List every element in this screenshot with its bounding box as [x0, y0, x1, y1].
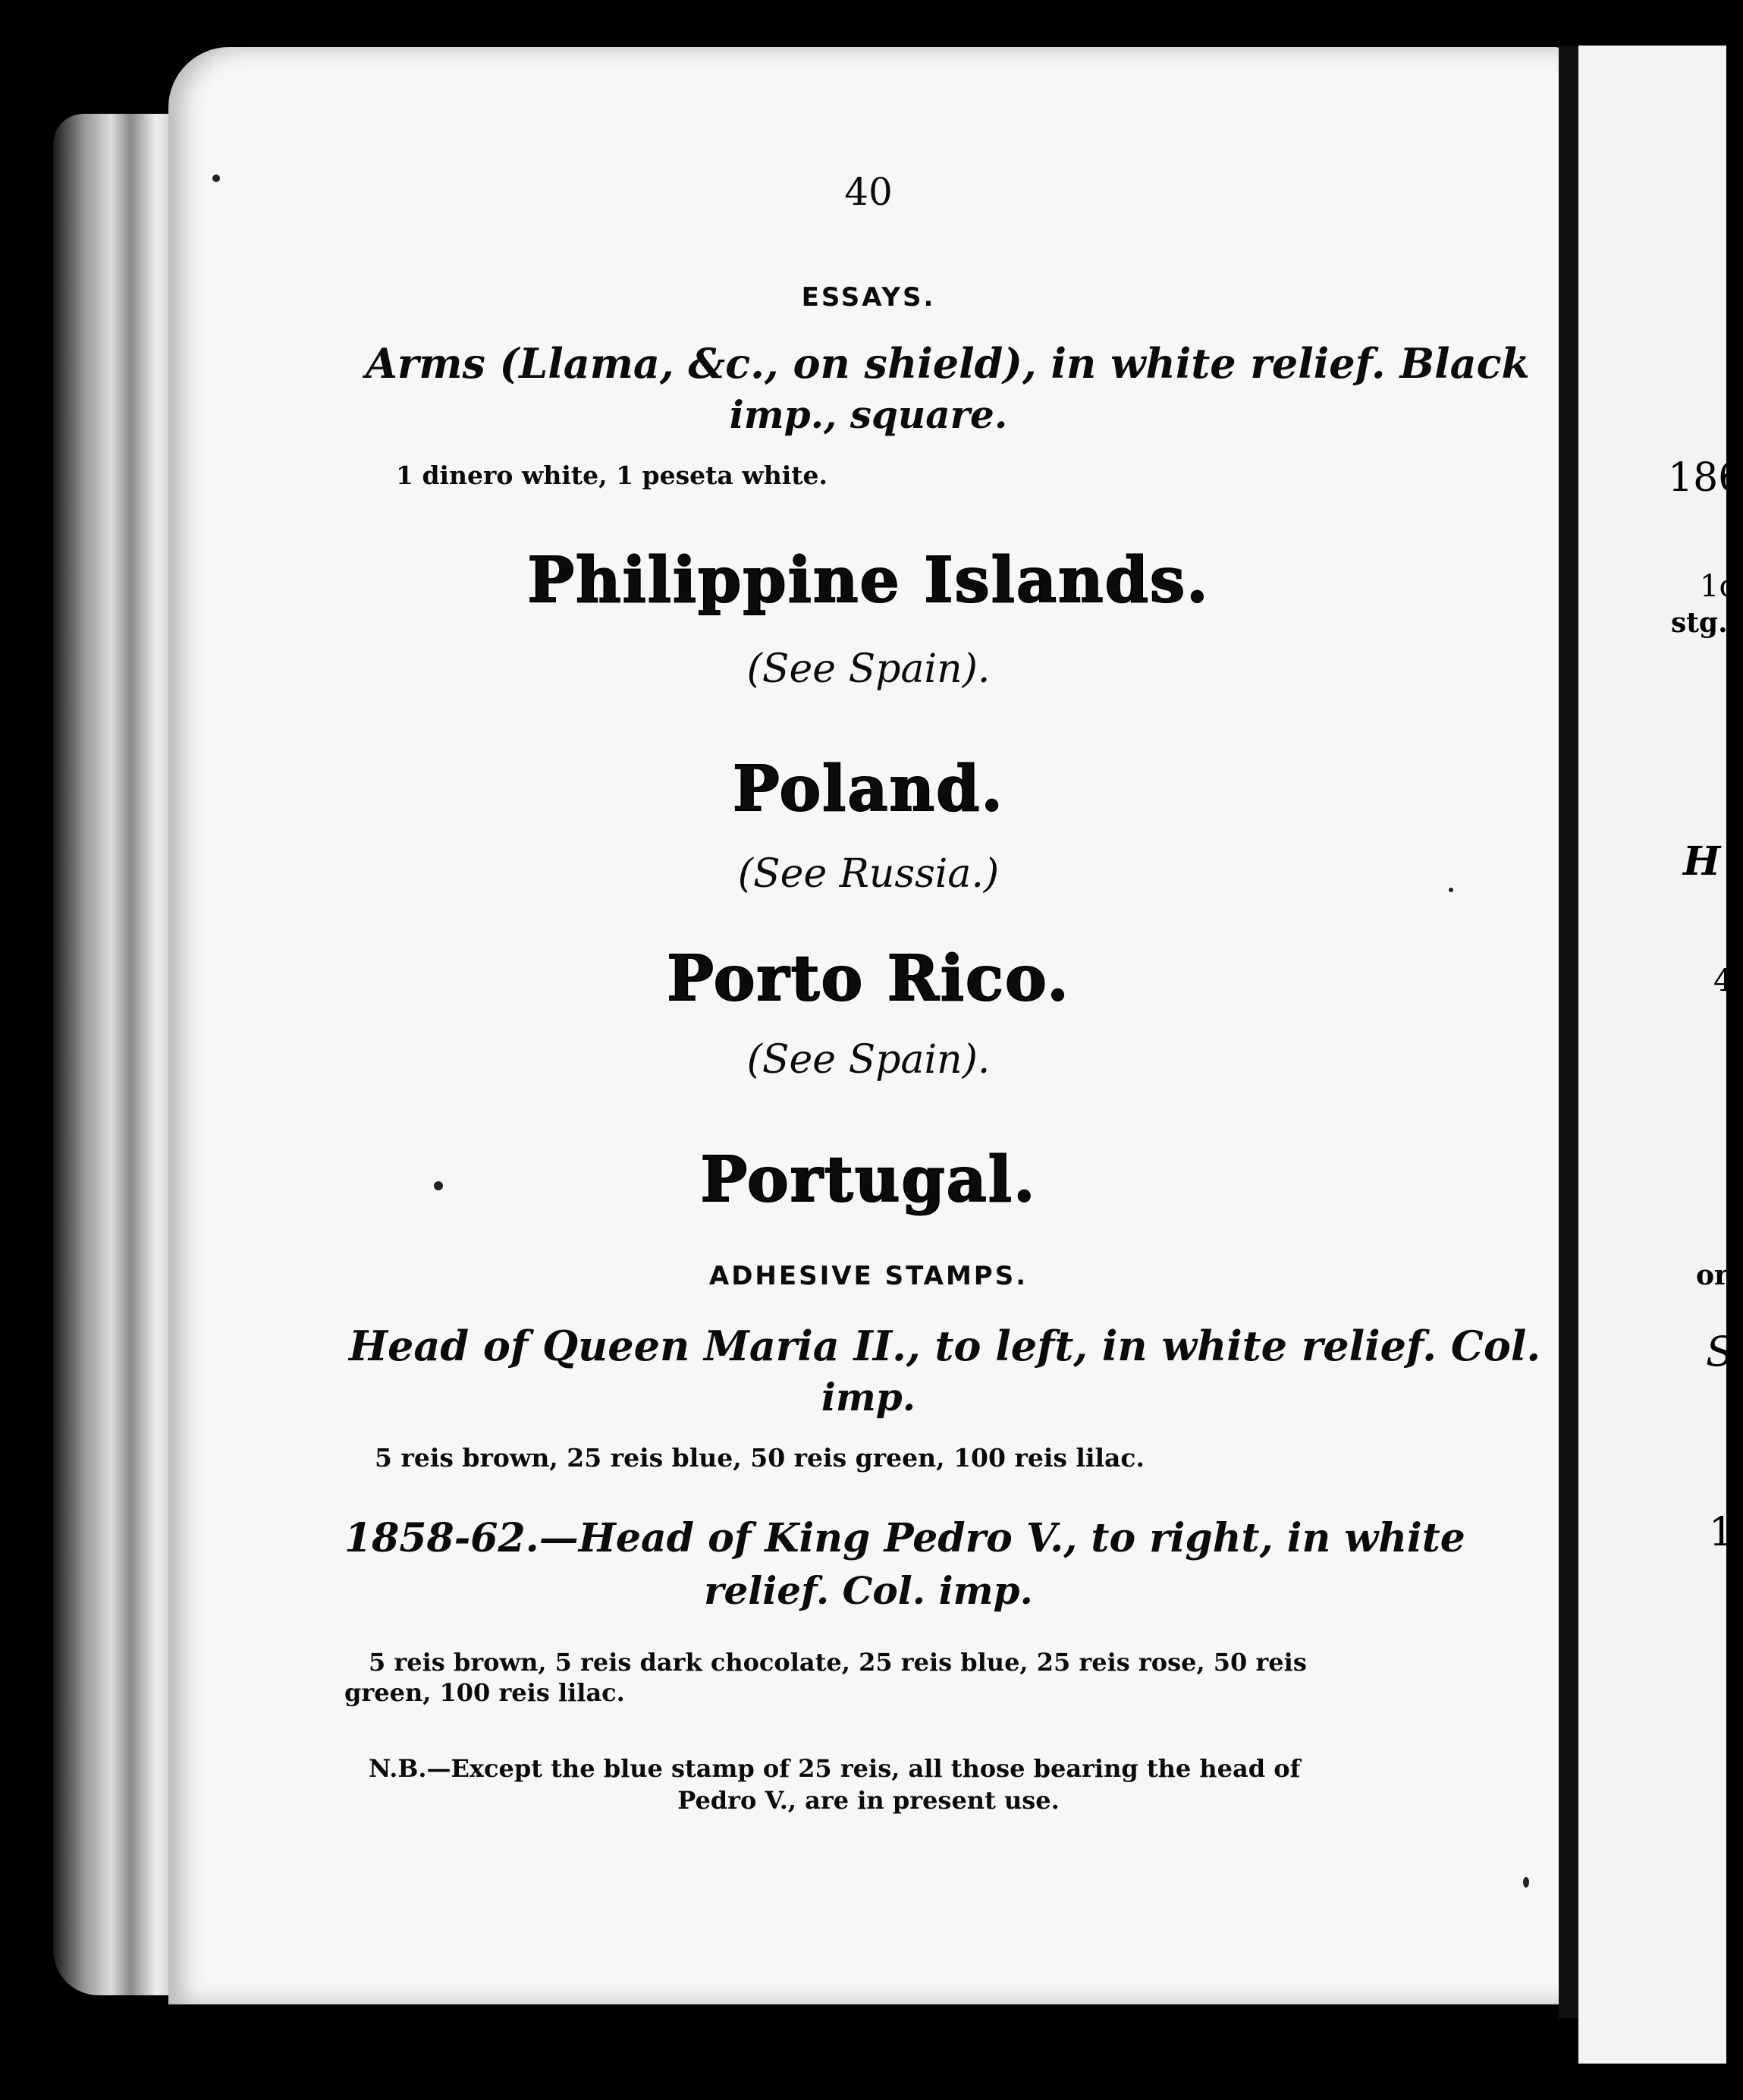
next-page-text: stg. — [1671, 607, 1728, 639]
porto-rico-see-reference: (See Spain). — [746, 1037, 991, 1083]
poland-title: Poland. — [733, 753, 1004, 825]
philippine-islands-title: Philippine Islands. — [527, 544, 1210, 617]
page-number: 40 — [844, 170, 893, 214]
book-page-edges — [53, 114, 182, 1995]
ink-speck — [434, 1181, 443, 1190]
portugal-maria-items: 5 reis brown, 25 reis blue, 50 reis green, 100 reis lilac. — [375, 1443, 1145, 1473]
porto-rico-title: Porto Rico. — [667, 942, 1070, 1015]
next-page-text: 4 — [1713, 964, 1733, 998]
portugal-note-line2: Pedro V., are in present use. — [677, 1786, 1060, 1815]
portugal-pedro-description-line2: relief. Col. imp. — [704, 1568, 1033, 1613]
ink-speck — [212, 174, 220, 182]
portugal-pedro-items-line1: 5 reis brown, 5 reis dark chocolate, 25 reis blue, 25 reis rose, 50 reis — [369, 1648, 1307, 1677]
next-page-text: 1 — [1709, 1510, 1735, 1555]
next-page-text: 1c — [1700, 569, 1736, 604]
essays-heading: ESSAYS. — [801, 282, 936, 313]
portugal-pedro-description-line1: 1858-62.—Head of King Pedro V., to right, in white — [344, 1515, 1465, 1561]
next-page-text: H — [1683, 838, 1721, 885]
next-page-text: 186 — [1668, 455, 1743, 501]
next-page-text: S — [1706, 1328, 1734, 1375]
portugal-pedro-items-line2: green, 100 reis lilac. — [344, 1678, 625, 1707]
page-content — [168, 47, 1569, 2004]
philippine-see-reference: (See Spain). — [746, 646, 991, 692]
essays-items: 1 dinero white, 1 peseta white. — [396, 461, 828, 490]
next-page-text: or — [1696, 1259, 1729, 1291]
essays-description-line2: imp., square. — [729, 392, 1008, 437]
portugal-maria-description-line2: imp. — [821, 1375, 916, 1419]
adhesive-stamps-heading: ADHESIVE STAMPS. — [708, 1261, 1029, 1291]
ink-speck — [1449, 888, 1453, 892]
portugal-title: Portugal. — [700, 1143, 1037, 1216]
essays-description-line1: Arms (Llama, &c., on shield), in white relief. Black — [366, 339, 1530, 388]
ink-speck — [1523, 1877, 1529, 1888]
portugal-maria-description-line1: Head of Queen Maria II., to left, in white relief. Col. — [349, 1322, 1541, 1370]
poland-see-reference: (See Russia.) — [737, 851, 1000, 897]
portugal-note-line1: N.B.—Except the blue stamp of 25 reis, all those bearing the head of — [369, 1754, 1301, 1783]
